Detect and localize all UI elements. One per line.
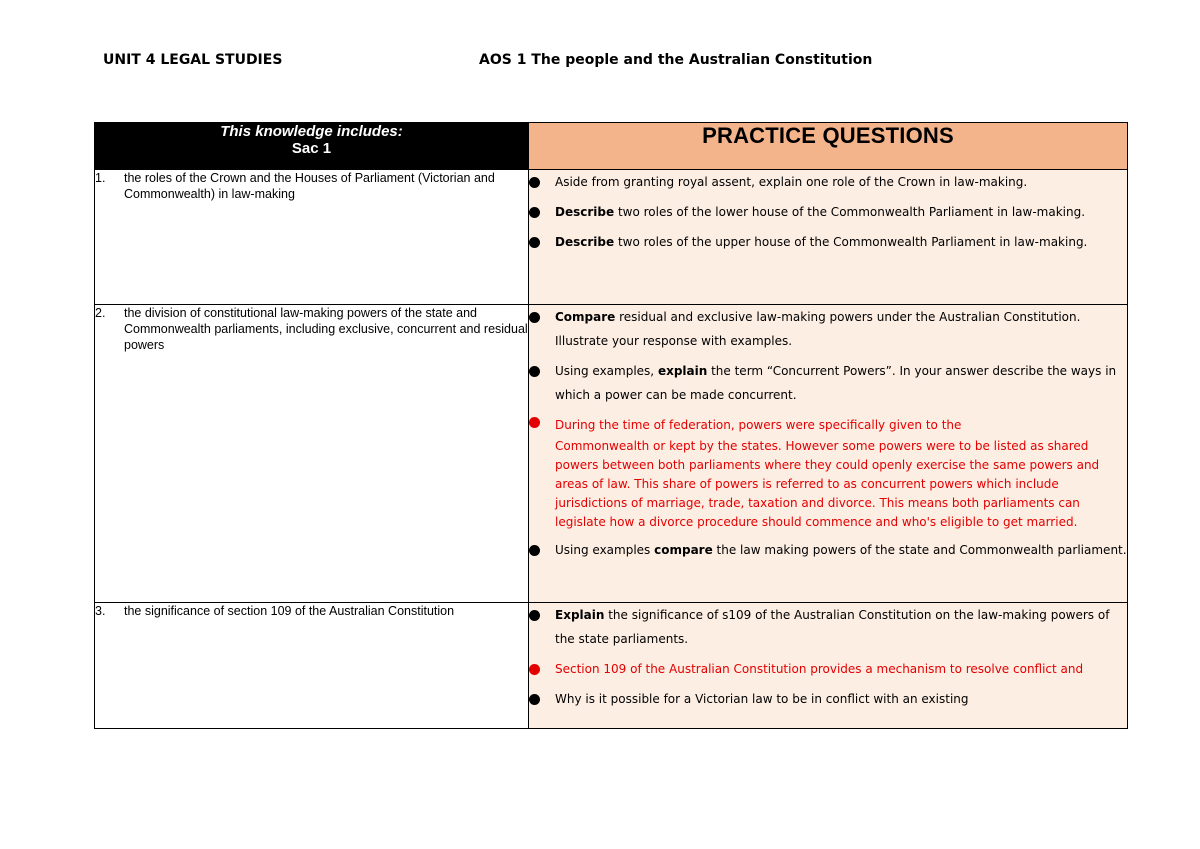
- bullet-icon: [529, 312, 540, 323]
- list-item: [529, 359, 1127, 407]
- question-text: Using examples,: [555, 364, 658, 378]
- list-item: [529, 538, 1127, 562]
- question-text: residual and exclusive law-making powers under the Australian Constitution. Illustrate your response with examples.: [555, 310, 1081, 348]
- question-text: the term “Concurrent Powers”. In your answer describe the ways in which a power can be made concurrent.: [555, 364, 1117, 402]
- knowledge-cell: [95, 305, 529, 603]
- question-text: Using examples: [555, 543, 655, 557]
- list-item: [529, 687, 1127, 711]
- bullet-icon: [529, 545, 540, 556]
- question-text: the law making powers of the state and Commonwealth parliament.: [712, 543, 1127, 557]
- table-row: [95, 305, 1128, 603]
- bullet-icon: [529, 417, 540, 428]
- question-keyword: Explain: [555, 608, 605, 622]
- list-item: [529, 305, 1127, 353]
- bullet-icon: [529, 664, 540, 675]
- knowledge-subheading: Sac 1: [291, 140, 332, 157]
- aos-title: AOS 1 The people and the Australian Constitution: [479, 52, 873, 68]
- practice-questions-heading: PRACTICE QUESTIONS: [702, 123, 954, 148]
- question-text: two roles of the upper house of the Commonwealth Parliament in law-making.: [614, 235, 1088, 249]
- bullet-icon: [529, 207, 540, 218]
- item-number: 2.: [95, 306, 106, 320]
- answer-text: During the time of federation, powers were specifically given to the: [555, 418, 962, 432]
- list-item: [529, 603, 1127, 651]
- knowledge-text: the significance of section 109 of the Australian Constitution: [124, 604, 455, 618]
- list-item: [529, 230, 1127, 254]
- practice-questions-header-cell: [529, 123, 1128, 170]
- knowledge-text: the roles of the Crown and the Houses of Parliament (Victorian and Commonwealth) in law-making: [124, 171, 495, 201]
- knowledge-heading: This knowledge includes:: [220, 123, 403, 140]
- question-keyword: Describe: [555, 235, 615, 249]
- questions-cell: [529, 305, 1128, 603]
- bullet-icon: [529, 366, 540, 377]
- bullet-icon: [529, 694, 540, 705]
- list-item: [529, 200, 1127, 224]
- table-row: [95, 603, 1128, 729]
- bullet-icon: [529, 177, 540, 188]
- answer-item: [529, 657, 1127, 681]
- question-text: two roles of the lower house of the Commonwealth Parliament in law-making.: [614, 205, 1086, 219]
- bullet-icon: [529, 610, 540, 621]
- question-keyword: explain: [657, 364, 708, 378]
- question-keyword: compare: [654, 543, 713, 557]
- knowledge-text: the division of constitutional law-making powers of the state and Commonwealth parliaments, including exclusive, concurrent and residual powers: [124, 306, 528, 352]
- question-keyword: Compare: [555, 310, 616, 324]
- list-item: [529, 170, 1127, 194]
- bullet-icon: [529, 237, 540, 248]
- questions-cell: [529, 170, 1128, 305]
- knowledge-cell: [95, 603, 529, 729]
- answer-text: Commonwealth or kept by the states. However some powers were to be listed as shared powers between both parliaments where they could openly exercise the same powers and areas of law. This share of powers is referred to as concurrent powers which include jurisdictions of marriage, trade, taxation and divorce. This means both parliaments can legislate how a divorce procedure should commence and who's eligible to get married.: [555, 439, 1100, 529]
- table-row: [95, 170, 1128, 305]
- item-number: 3.: [95, 604, 106, 618]
- questions-cell: [529, 603, 1128, 729]
- knowledge-questions-table: [94, 122, 1128, 729]
- unit-title: UNIT 4 LEGAL STUDIES: [103, 52, 283, 68]
- question-text: Why is it possible for a Victorian law to be in conflict with an existing: [555, 692, 969, 706]
- item-number: 1.: [95, 171, 106, 185]
- question-text: the significance of s109 of the Australian Constitution on the law-making powers of the state parliaments.: [555, 608, 1110, 646]
- answer-item: [529, 413, 1127, 532]
- knowledge-header-cell: [95, 123, 529, 170]
- answer-text: Section 109 of the Australian Constitution provides a mechanism to resolve conflict and: [555, 662, 1084, 676]
- document-header: [103, 52, 1140, 74]
- question-text: Aside from granting royal assent, explain one role of the Crown in law-making.: [555, 175, 1028, 189]
- question-keyword: Describe: [555, 205, 615, 219]
- knowledge-cell: [95, 170, 529, 305]
